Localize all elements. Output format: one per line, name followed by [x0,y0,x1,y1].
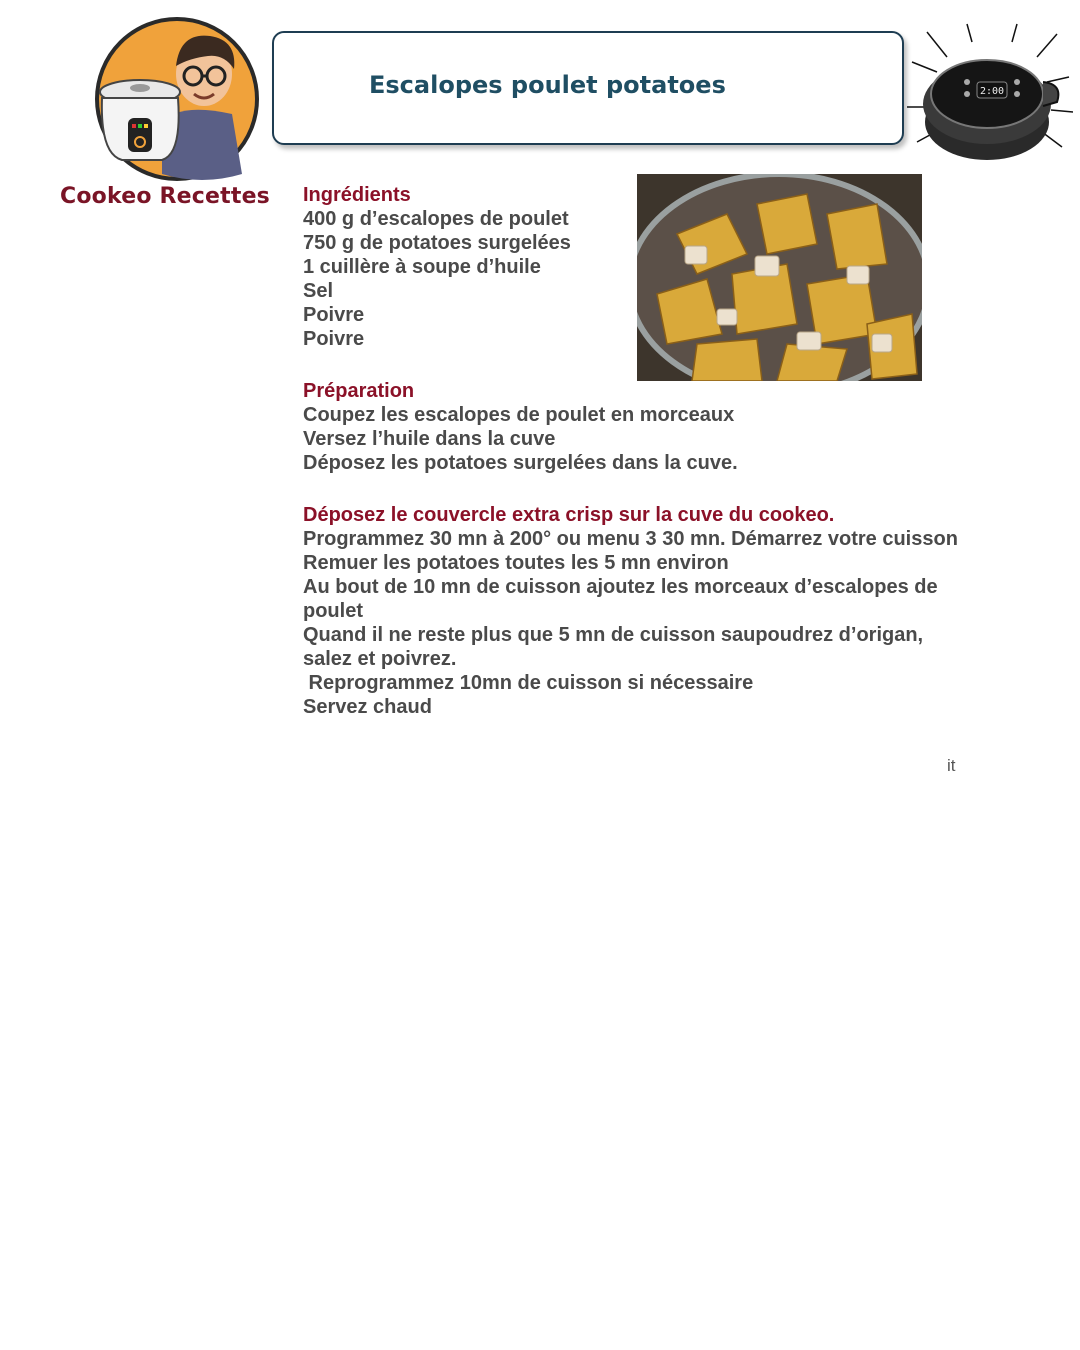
cooking-heading: Déposez le couvercle extra crisp sur la cuve du cookeo. [303,504,835,526]
logo [92,14,262,184]
list-item: salez et poivrez. [303,648,457,670]
title-box [272,31,904,145]
list-item: Coupez les escalopes de poulet en morceaux [303,404,735,426]
list-item: Servez chaud [303,696,432,718]
cooking-steps [303,527,958,719]
dish-photo [637,174,922,381]
list-item: Programmez 30 mn à 200° ou menu 3 30 mn. Démarrez votre cuisson [303,528,958,550]
preparation-steps [303,403,738,475]
list-item: Reprogrammez 10mn de cuisson si nécessaire [303,672,754,694]
list-item: 400 g d’escalopes de poulet [303,208,569,230]
list-item: Poivre [303,304,365,326]
list-item: Déposez les potatoes surgelées dans la cuve. [303,452,738,474]
list-item: Poivre [303,328,365,350]
list-item: Remuer les potatoes toutes les 5 mn environ [303,552,729,574]
list-item: poulet [303,600,363,622]
multicooker-icon [907,22,1073,172]
list-item: Versez l’huile dans la cuve [303,428,556,450]
cooker-display: 2:00 [979,86,1005,97]
brand-name: Cookeo Recettes [60,184,270,209]
chicken-potatoes-illustration [637,174,922,381]
stray-text: it [947,756,956,775]
list-item: Au bout de 10 mn de cuisson ajoutez les morceaux d’escalopes de [303,576,938,598]
list-item: Sel [303,280,334,302]
cooker-sketch [907,22,1073,172]
list-item: 1 cuillère à soupe d’huile [303,256,541,278]
ingredients-heading: Ingrédients [303,184,411,206]
ingredients-list [303,207,571,351]
recipe-title: Escalopes poulet potatoes [369,71,726,99]
chef-cooker-illustration [92,14,262,184]
list-item: 750 g de potatoes surgelées [303,232,571,254]
list-item: Quand il ne reste plus que 5 mn de cuisson saupoudrez d’origan, [303,624,924,646]
preparation-heading: Préparation [303,380,415,402]
